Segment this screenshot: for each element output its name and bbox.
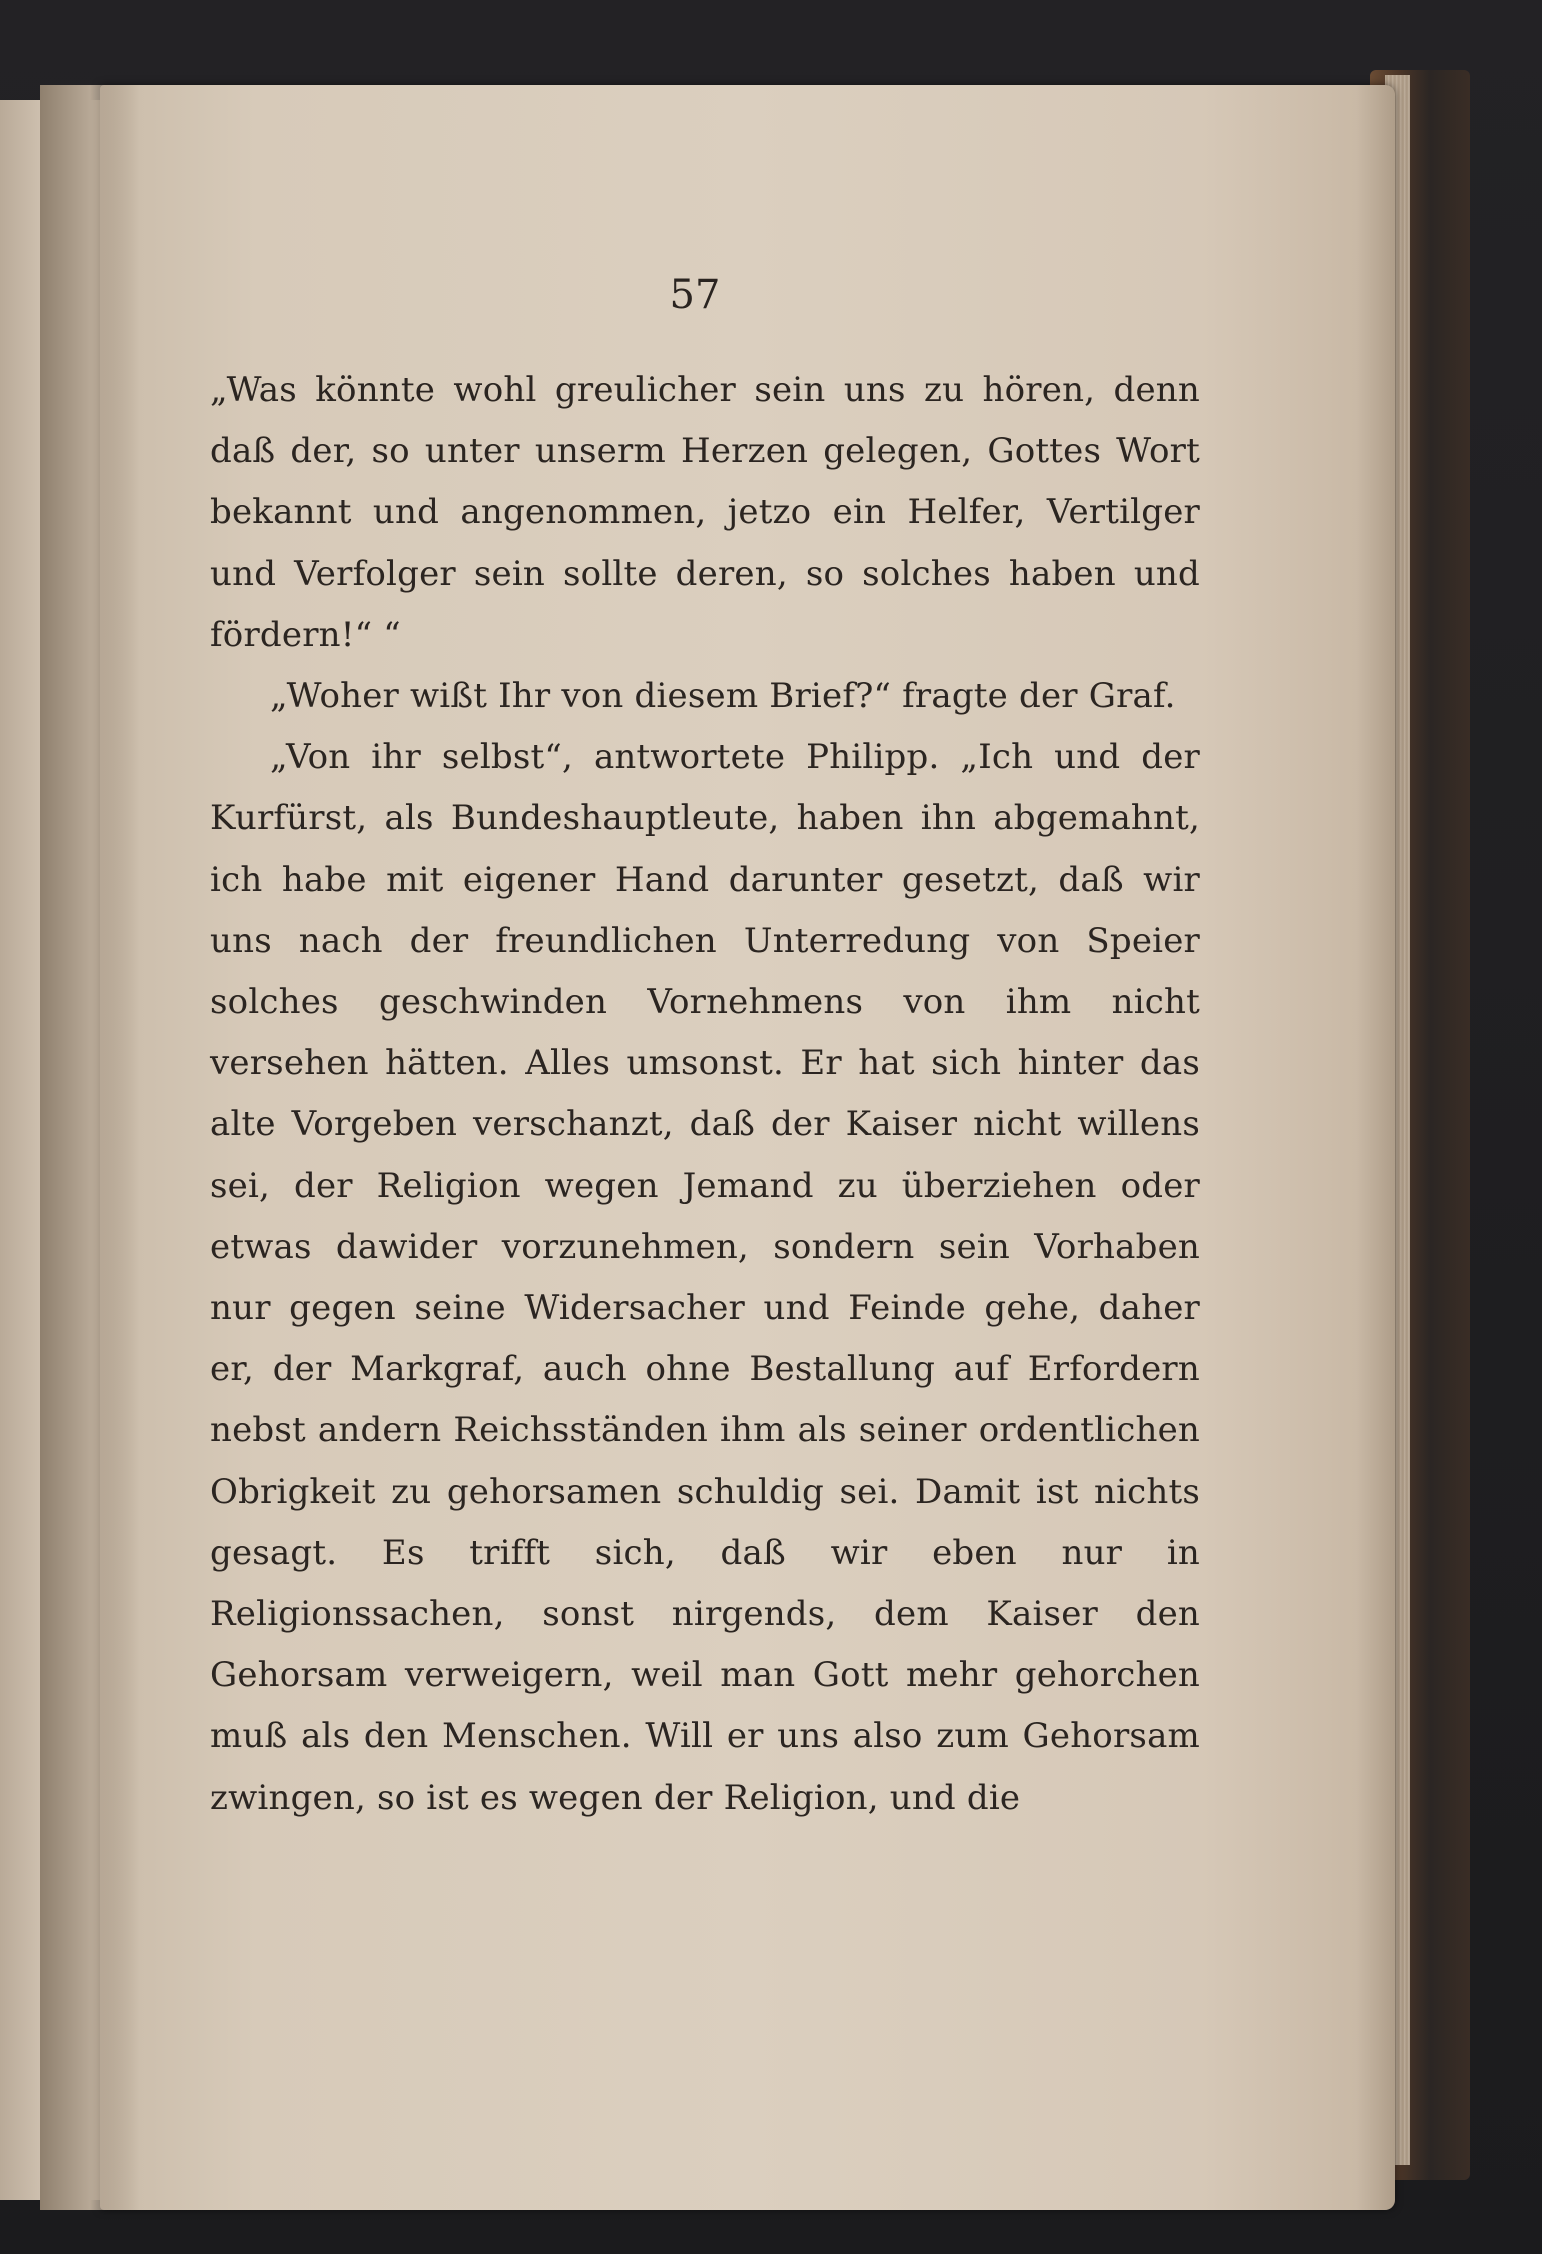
book-gutter [40,85,140,2210]
paragraph: „Was könnte wohl greulicher sein uns zu hören, denn daß der, so unter unserm Herzen gelegen, Gottes Wort bekannt und angenommen, jetzo ein Helfer, Vertilger und Verfolger sein sollte deren, so solches haben und fördern!“ “ [210,370,1200,655]
paragraph: „Woher wißt Ihr von diesem Brief?“ fragte der Graf. [270,676,1176,717]
page-text [210,360,1200,1829]
paragraph: „Von ihr selbst“, antwortete Philipp. „Ich und der Kurfürst, als Bundeshauptleute, haben ihn abgemahnt, ich habe mit eigener Hand darunter gesetzt, daß wir uns nach der freundlichen Unterredung von Speier solches geschwinden Vornehmens von ihm nicht versehen hätten. Alles umsonst. Er hat sich hinter das alte Vorgeben verschanzt, daß der Kaiser nicht willens sei, der Religion wegen Jemand zu überziehen oder etwas dawider vorzunehmen, sondern sein Vorhaben nur gegen seine Widersacher und Feinde gehe, daher er, der Markgraf, auch ohne Bestallung auf Erfordern nebst andern Reichsständen ihm als seiner ordentlichen Obrigkeit zu gehorsamen schuldig sei. Damit ist nichts gesagt. Es trifft sich, daß wir eben nur in Religionssachen, sonst nirgends, dem Kaiser den Gehorsam verweigern, weil man Gott mehr gehorchen muß als den Menschen. Will er uns also zum Gehorsam zwingen, so ist es wegen der Religion, und die [210,737,1200,1818]
page-number: 57 [669,272,721,318]
